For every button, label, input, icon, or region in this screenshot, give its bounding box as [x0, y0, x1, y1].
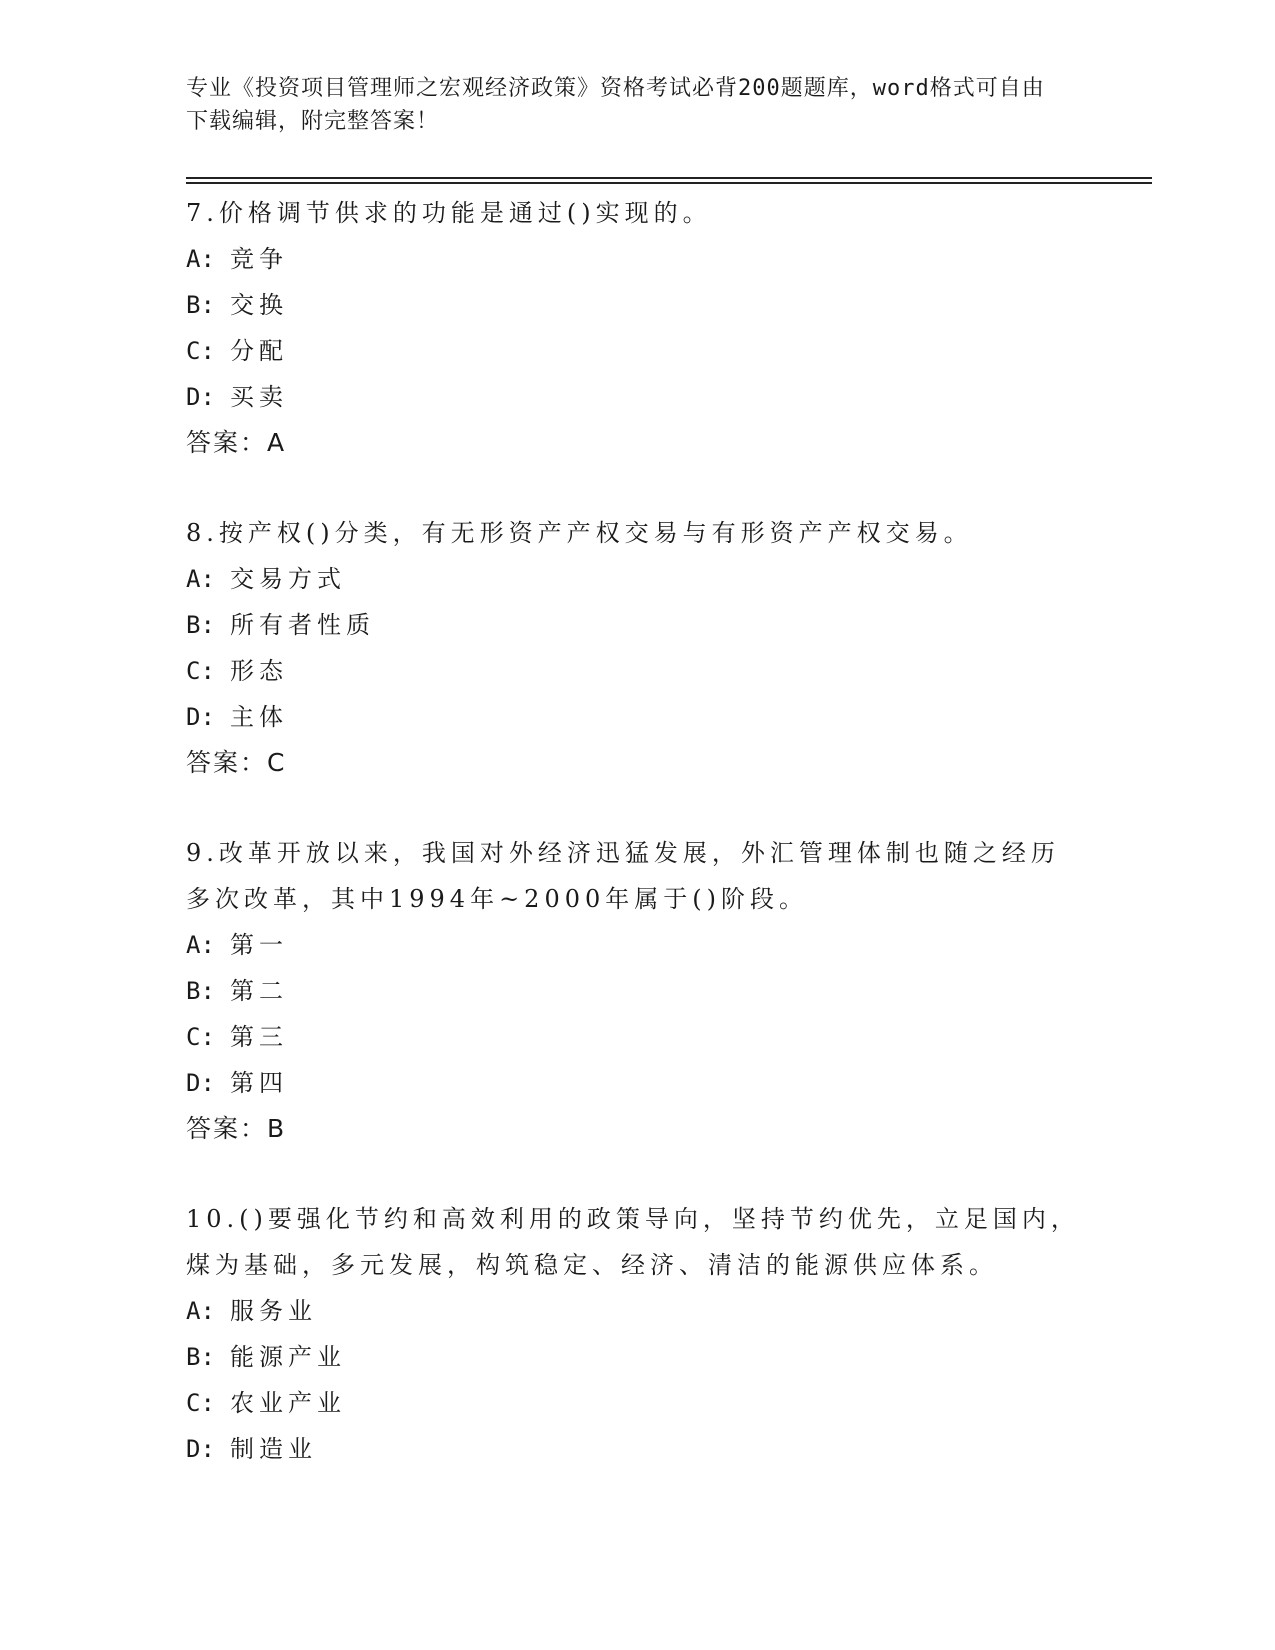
answer-line: 答案：A	[186, 428, 287, 457]
option-key: C:	[186, 1389, 215, 1417]
option-b	[186, 1334, 1086, 1380]
option-text: 分配	[230, 337, 288, 365]
option-key: C:	[186, 1023, 215, 1051]
option-a	[186, 236, 1086, 282]
option-text: 第一	[230, 931, 288, 959]
option-text: 竞争	[230, 245, 288, 273]
option-key: C:	[186, 657, 215, 685]
option-text: 第三	[230, 1023, 288, 1051]
option-d	[186, 1060, 1086, 1106]
option-key: B:	[186, 291, 215, 319]
option-text: 第四	[230, 1069, 288, 1097]
option-text: 交换	[230, 291, 288, 319]
question-stem: 7.价格调节供求的功能是通过()实现的。	[186, 199, 712, 227]
option-text: 形态	[230, 657, 288, 685]
option-key: D:	[186, 1069, 215, 1097]
option-key: A:	[186, 931, 215, 959]
option-key: A:	[186, 1297, 215, 1325]
option-b	[186, 282, 1086, 328]
question-7	[186, 190, 1086, 466]
option-c	[186, 1380, 1086, 1426]
header-divider-top	[186, 177, 1152, 179]
option-key: D:	[186, 383, 215, 411]
answer-line: 答案：B	[186, 1114, 287, 1143]
question-stem: 10.()要强化节约和高效利用的政策导向，坚持节约优先，立足国内，煤为基础，多元发展，构筑稳定、经济、清洁的能源供应体系。	[186, 1205, 1080, 1279]
option-b	[186, 968, 1086, 1014]
document-header: 专业《投资项目管理师之宏观经济政策》资格考试必背200题题库，word格式可自由下载编辑，附完整答案！	[186, 76, 1045, 134]
option-key: A:	[186, 245, 215, 273]
question-list	[186, 190, 1086, 1516]
option-a	[186, 1288, 1086, 1334]
option-text: 服务业	[230, 1297, 317, 1325]
option-key: B:	[186, 977, 215, 1005]
option-d	[186, 1426, 1086, 1472]
option-key: A:	[186, 565, 215, 593]
option-text: 交易方式	[230, 565, 346, 593]
header-divider-bottom	[186, 182, 1152, 184]
option-b	[186, 602, 1086, 648]
option-c	[186, 328, 1086, 374]
option-a	[186, 556, 1086, 602]
question-8	[186, 510, 1086, 786]
question-10	[186, 1196, 1086, 1472]
answer-line: 答案：C	[186, 748, 287, 777]
option-text: 第二	[230, 977, 288, 1005]
option-text: 主体	[230, 703, 288, 731]
option-c	[186, 1014, 1086, 1060]
option-d	[186, 694, 1086, 740]
option-c	[186, 648, 1086, 694]
option-a	[186, 922, 1086, 968]
option-text: 农业产业	[230, 1389, 346, 1417]
option-text: 制造业	[230, 1435, 317, 1463]
option-text: 买卖	[230, 383, 288, 411]
question-9	[186, 830, 1086, 1152]
question-stem: 8.按产权()分类，有无形资产产权交易与有形资产产权交易。	[186, 519, 973, 547]
option-key: D:	[186, 1435, 215, 1463]
option-text: 能源产业	[230, 1343, 346, 1371]
option-key: B:	[186, 611, 215, 639]
option-d	[186, 374, 1086, 420]
question-stem: 9.改革开放以来，我国对外经济迅猛发展，外汇管理体制也随之经历多次改革，其中1994年~2000年属于()阶段。	[186, 839, 1060, 913]
option-text: 所有者性质	[230, 611, 375, 639]
option-key: C:	[186, 337, 215, 365]
option-key: B:	[186, 1343, 215, 1371]
option-key: D:	[186, 703, 215, 731]
